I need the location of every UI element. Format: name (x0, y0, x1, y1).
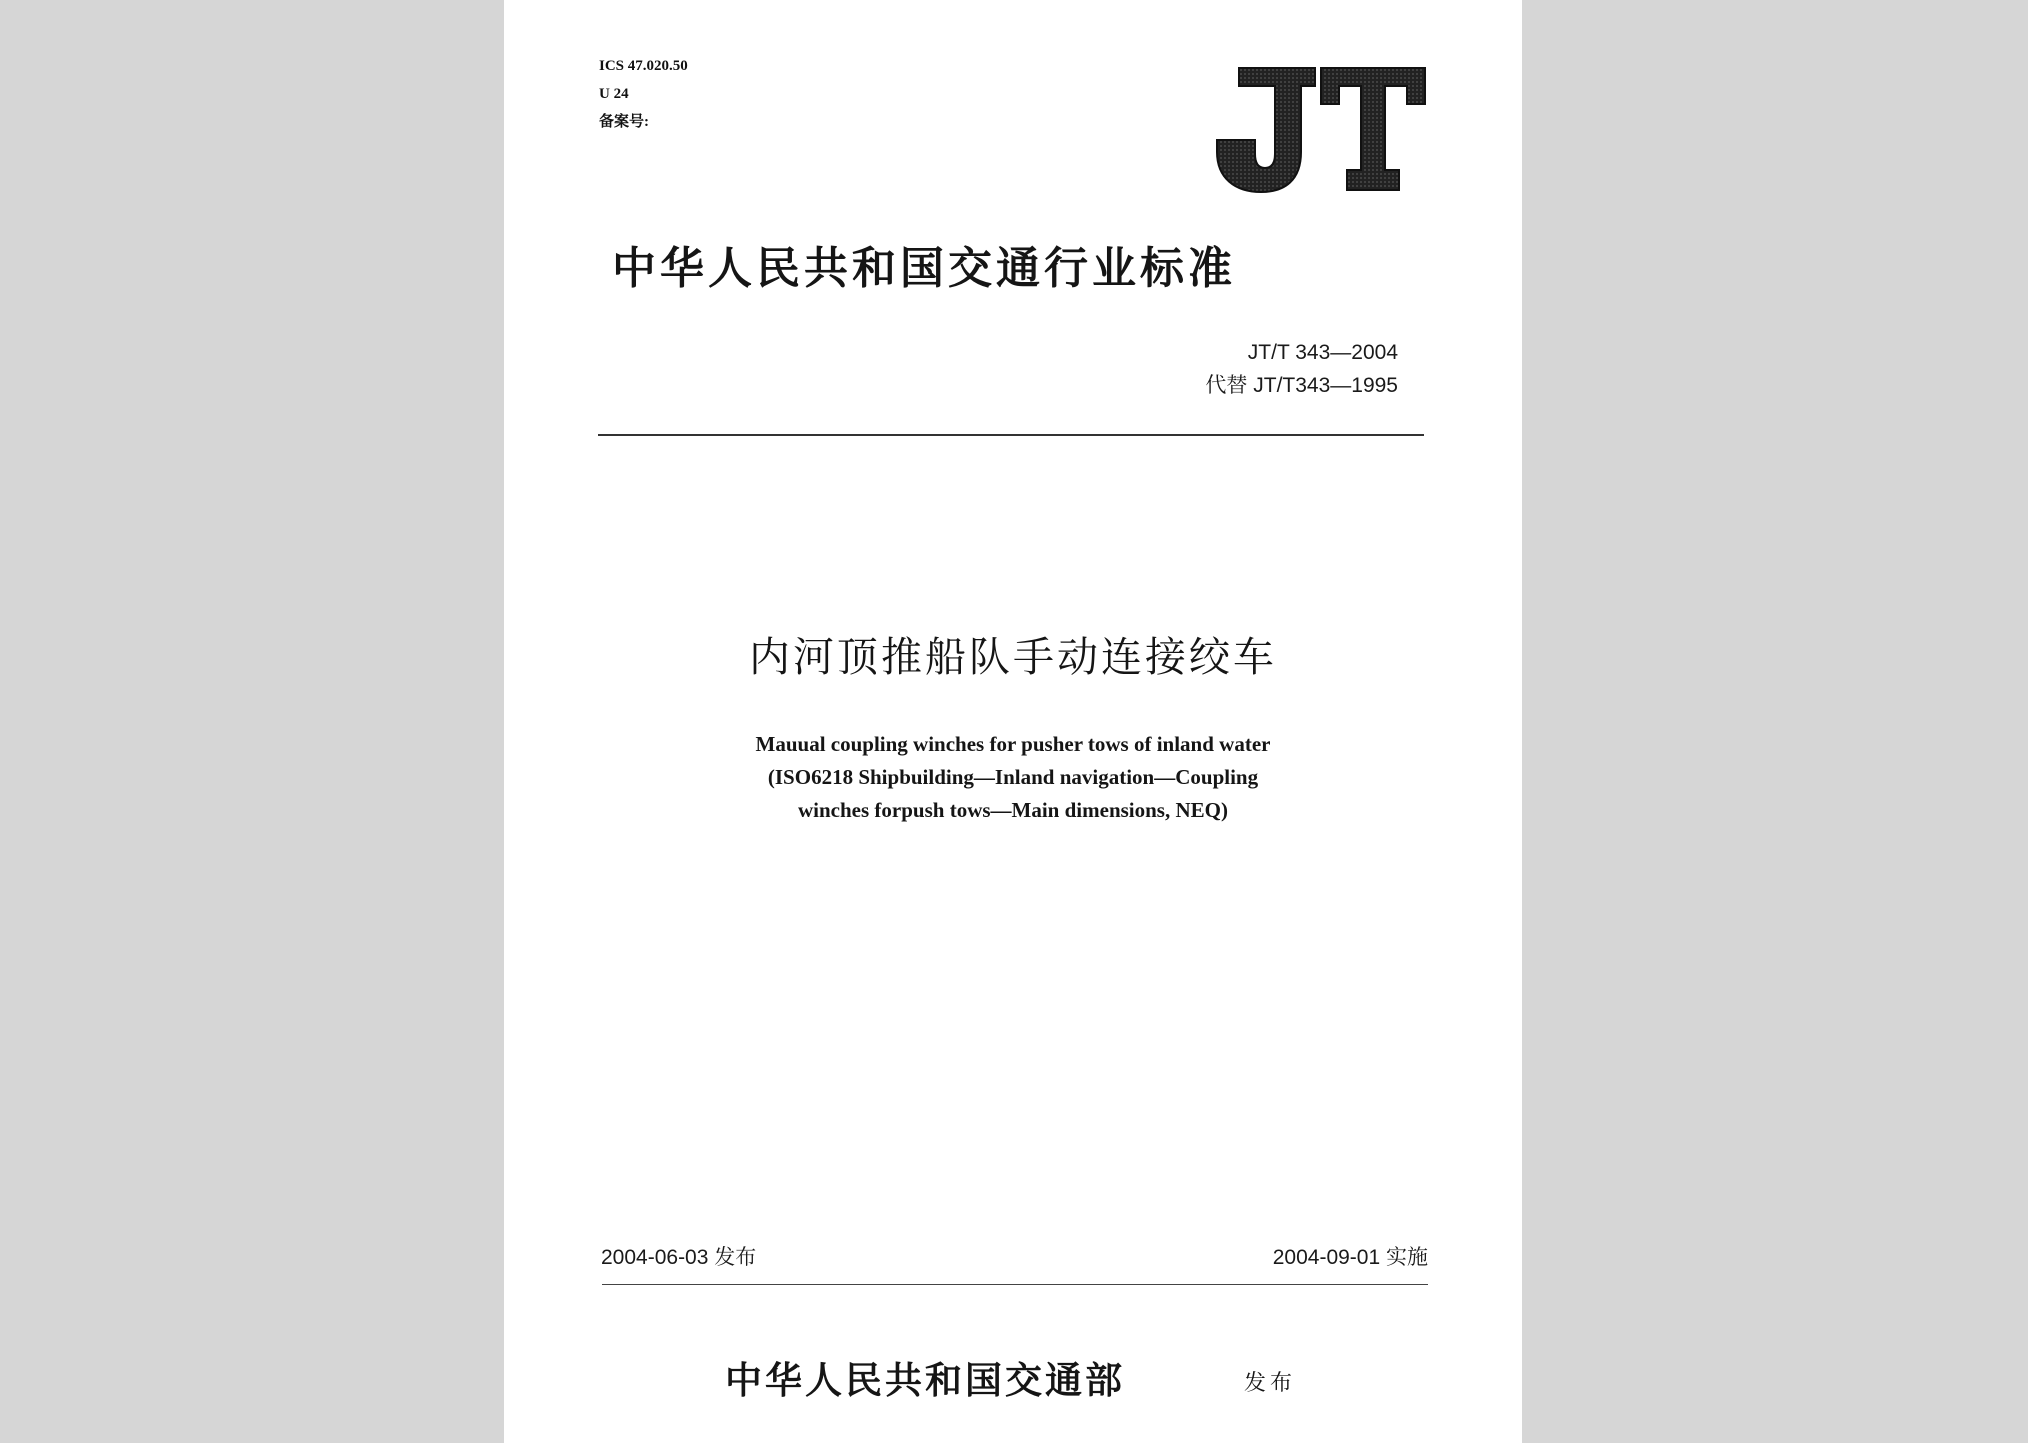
ics-code: ICS 47.020.50 (599, 58, 688, 74)
classification-block (599, 52, 688, 136)
replaces-standard: 代替 JT/T343—1995 (1205, 374, 1398, 397)
issue-date: 2004-06-03 发布 (601, 1246, 757, 1269)
standard-number: JT/T 343—2004 (1247, 341, 1398, 364)
standard-number-block (1205, 336, 1398, 402)
english-title-line: (ISO6218 Shipbuilding—Inland navigation—Coupling (767, 765, 1259, 789)
chinese-title: 内河顶推船队手动连接绞车 (749, 633, 1277, 681)
standard-category-heading: 中华人民共和国交通行业标准 (612, 243, 1236, 294)
document-page (504, 0, 1522, 1443)
footer-divider (602, 1284, 1428, 1285)
implementation-date: 2004-09-01 实施 (1272, 1246, 1428, 1269)
header-divider (598, 434, 1424, 436)
class-code: U 24 (599, 86, 629, 102)
english-title (504, 728, 1522, 827)
publish-label: 发布 (1244, 1371, 1297, 1396)
publisher-name: 中华人民共和国交通部 (725, 1359, 1125, 1402)
english-title-line: winches forpush tows—Main dimensions, NEQ) (798, 798, 1228, 822)
english-title-line: Mauual coupling winches for pusher tows of inland water (755, 732, 1271, 756)
jt-logo-icon (1215, 64, 1427, 194)
record-number-label: 备案号: (599, 114, 649, 130)
